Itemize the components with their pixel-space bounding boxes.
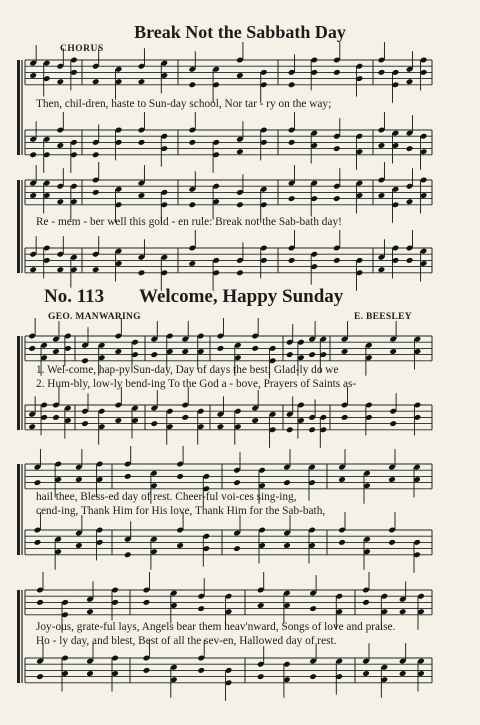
- staff-5-treble: [25, 572, 432, 633]
- arranger-credit: E. BEESLEY: [354, 312, 412, 322]
- staff-4-bass: [25, 512, 432, 573]
- hymn-number: No. 113: [44, 286, 105, 307]
- system-brace-5-bold: [17, 590, 20, 683]
- system-brace-4-bold: [17, 464, 20, 555]
- composer-credit: GEO. MANWARING: [48, 312, 141, 322]
- staff-4-treble: [25, 446, 432, 507]
- verse1-line-3: Joy-ous, grate-ful lays, Angels bear them heav'nward, Songs of love and praise.: [36, 621, 396, 633]
- verse2-line-1: 2. Hum-bly, low-ly bend-ing To the God a - bove, Prayers of Saints as-: [36, 378, 357, 390]
- staff-2-bass: [25, 230, 432, 291]
- staff-5-bass: [25, 640, 432, 701]
- verse2-line-2: cend-ing, Thank Him for His love, Thank Him for the Sab-bath,: [36, 505, 326, 517]
- system-brace-3-bold: [17, 336, 20, 430]
- hymn-title-break-not: Break Not the Sabbath Day: [134, 22, 346, 42]
- hymn-title-welcome: Welcome, Happy Sunday: [139, 286, 344, 307]
- staff-1-bass: [25, 112, 432, 173]
- verse1-line-2: hail thee, Bless-ed day of rest. Cheer-ful voi-ces sing-ing,: [36, 491, 297, 503]
- staff-2-treble: [25, 162, 432, 223]
- verse2-line-3: Ho - ly day, and blest, Best of all the sev-en, Hallowed day of rest.: [36, 635, 337, 647]
- staff-3-bass: [25, 387, 432, 448]
- staff-1-treble: [25, 42, 432, 103]
- chorus-label: CHORUS: [60, 44, 104, 54]
- lyric-line-1: Then, chil-dren, haste to Sun-day school, Nor tar - ry on the way;: [36, 98, 332, 110]
- system-brace-2-bold: [17, 180, 20, 273]
- system-brace-1-bold: [17, 60, 20, 155]
- staff-3-treble: [25, 318, 432, 379]
- lyric-line-2: Re - mem - ber well this gold - en rule: Break not the Sab-bath day!: [36, 216, 342, 228]
- verse1-line-1: 1. Wel-come, hap-py Sun-day, Day of days the best; Glad-ly do we: [36, 364, 339, 376]
